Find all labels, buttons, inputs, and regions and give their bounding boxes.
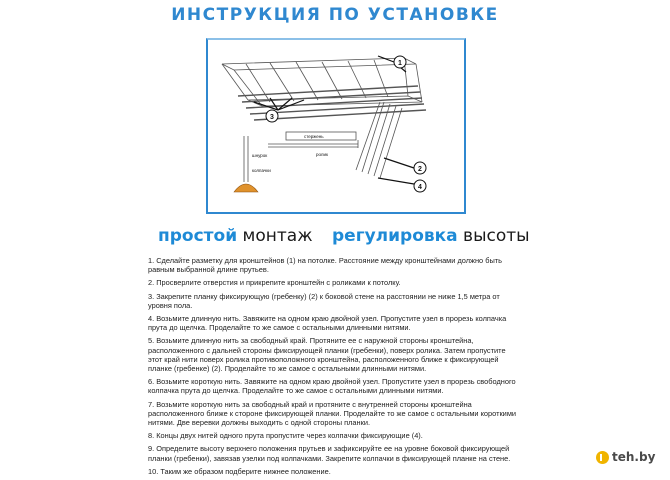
step-item: 10. Таким же образом подберите нижнее положение. <box>148 466 331 476</box>
label-roller: ролик <box>316 152 329 157</box>
callout-4-label: 4 <box>418 184 422 191</box>
slogan-easy-install <box>158 226 313 246</box>
installation-diagram <box>206 38 466 214</box>
teh-logo-icon <box>596 451 609 464</box>
callout-1-label: 1 <box>398 60 402 67</box>
step-item: 3. Закрепите планку фиксирующую (гребенку) (2) к боковой стене на расстоянии не ниже 1,5 метра от уровня пола. <box>148 291 500 310</box>
step-item: 4. Возьмите длинную нить. Завяжите на одном краю двойной узел. Пропустите узел в прорезь колпачка прута до щелчка. Проделайте то же самое с остальными длинными нитями. <box>148 314 507 333</box>
step-item: 2. Просверлите отверстия и прикрепите кронштейн с роликами к потолку. <box>148 278 401 288</box>
step-item: 7. Возьмите короткую нить за свободный край и протяните с внутренней стороны кронштейна расположенного ближе к стороне фиксирующей планки. Проделайте то же самое с остальными короткими нитями. Две веревки должны выходить с одной стороны планки. <box>148 399 517 428</box>
step-item: 6. Возьмите короткую нить. Завяжите на одном краю двойной узел. Пропустите узел в прорезь свободного колпачка прута до щелчка. Проделайте то же самое с остальными длинными нитями. <box>148 377 516 396</box>
slogan-plain-2: высоты <box>463 226 530 246</box>
label-rod: стержень <box>304 134 324 139</box>
instruction-steps <box>148 256 518 480</box>
step-item: 5. Возьмите длинную нить за свободный край. Протяните ее с наружной стороны кронштейна, расположенного с дальней стороны фиксирующей планки (гребенки), поверх ролика. Затем пропустите этот край нити поверх ролика противоположного кронштейна, расположенного ближе к фиксирующей планке (гребенке) (2). Проделайте то же самое с остальными длинными нитями. <box>148 336 506 374</box>
slogan-height-adjust <box>332 226 530 246</box>
step-item: 8. Концы двух нитей одного прута пропустите через колпачки фиксирующие (4). <box>148 431 423 441</box>
dryer-illustration <box>208 40 464 212</box>
label-cord: шнурок <box>252 153 268 158</box>
caps-illustration <box>234 184 258 192</box>
step-item: 1. Сделайте разметку для кронштейнов (1) на потолке. Расстояние между кронштейнами должно быть равным выбранной длине прутьев. <box>148 256 502 275</box>
callout-2-label: 2 <box>418 166 422 173</box>
slogan-plain-1: монтаж <box>242 226 313 246</box>
step-item: 9. Определите высоту верхнего положения прутьев и зафиксируйте ее на уровне боковой фиксирующей планки (гребенки), завязав узелки под колпачками. Закрепите колпачки в фиксирующей планке на стене. <box>148 444 511 463</box>
label-caps: колпачки <box>252 168 271 173</box>
watermark <box>596 450 655 464</box>
slogan-accent-2: регулировка <box>332 226 458 246</box>
slogan-accent-1: простой <box>158 226 238 246</box>
page-title: ИНСТРУКЦИЯ ПО УСТАНОВКЕ <box>171 5 499 25</box>
watermark-text: teh.by <box>612 450 656 464</box>
callout-3-label: 3 <box>270 114 274 121</box>
